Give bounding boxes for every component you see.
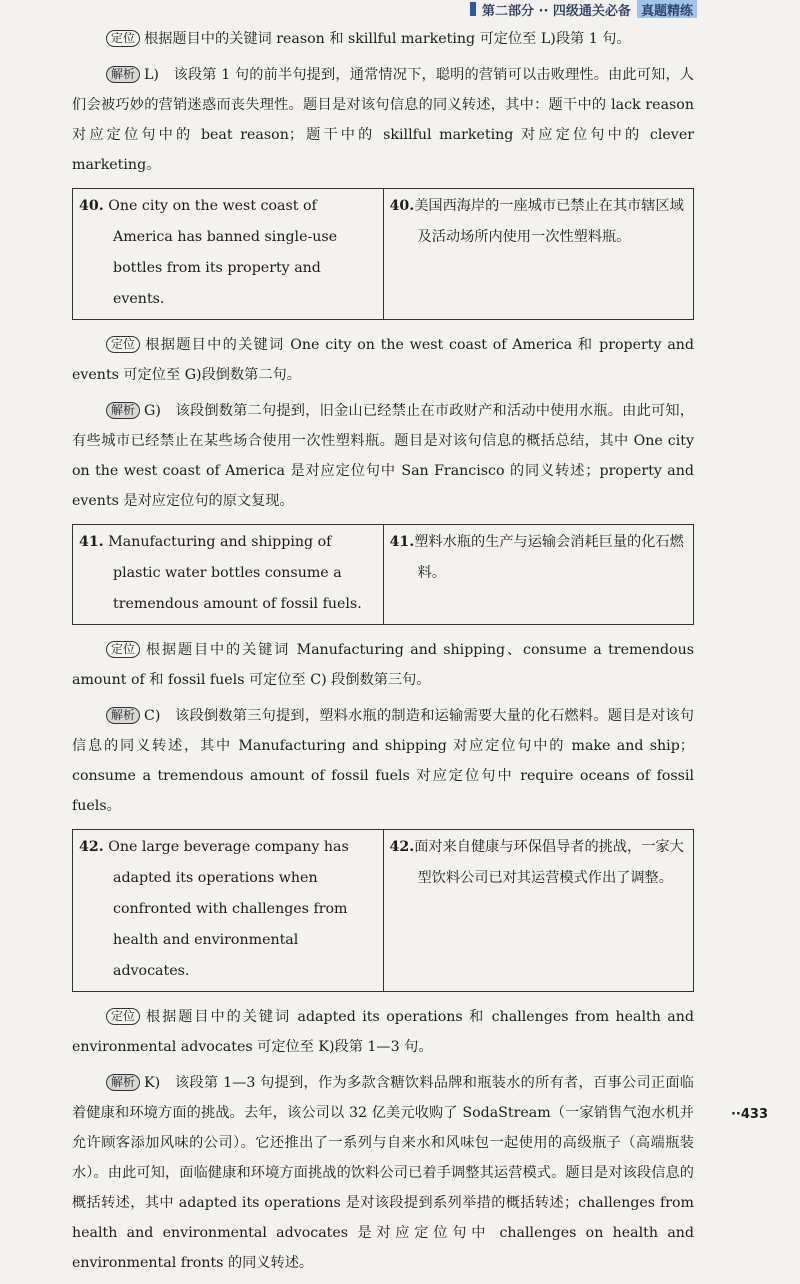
analysis-tag: 解析 (106, 1074, 140, 1091)
header-part-text: 第二部分 ·· 四级通关必备 (482, 3, 631, 18)
header-highlight: 真题精练 (637, 0, 697, 18)
question-en-cell (73, 189, 384, 320)
analysis-text: K) 该段第 1—3 句提到，作为多款含糖饮料品牌和瓶装水的所有者，百事公司正面临着健康和环境方面的挑战。去年，该公司以 32 亿美元收购了 SodaStream（一家销售气泡水机并允许顾客添加风味的公司）。它还推出了一系列与自来水和风味包一起使用的高级瓶子（高端瓶装水）。由此可知，面临健康和环境方面挑战的饮料公司已着手调整其运营模式。题目是对该段信息的概括转述，其中 adapted its operations 是对该段提到系列举措的概括转述；challenges from health and environmental advocates 是对应定位句中 challenges on health and environmental fronts 的同义转述。 (72, 1075, 694, 1271)
question-en-cell (73, 830, 384, 992)
locate-text: 根据题目中的关键词 adapted its operations 和 challenges from health and environmental advocates 可定位至 K)段第 1—3 句。 (72, 1009, 694, 1055)
question-table-41 (72, 524, 694, 625)
question-zh-number: 42. (389, 839, 415, 855)
question-number: 40. (79, 198, 104, 214)
running-header (470, 0, 800, 18)
locate-tag: 定位 (106, 1008, 140, 1025)
page-number: ··433 (730, 1107, 768, 1122)
analysis-tag: 解析 (106, 66, 140, 83)
question-zh-text: 塑料水瓶的生产与运输会消耗巨量的化石燃料。 (414, 534, 684, 581)
analysis-paragraph (72, 1068, 694, 1278)
question-table-42 (72, 829, 694, 992)
analysis-text: C) 该段倒数第三句提到，塑料水瓶的制造和运输需要大量的化石燃料。题目是对该句信息的同义转述，其中 Manufacturing and shipping 对应定位句中的 make and ship；consume a tremendous amount of fossil fuels 对应定位句中 require oceans of fossil fuels。 (72, 708, 694, 814)
question-zh-number: 41. (389, 534, 415, 550)
analysis-paragraph (72, 396, 694, 516)
analysis-tag: 解析 (106, 402, 140, 419)
question-number: 41. (79, 534, 104, 550)
analysis-text: G) 该段倒数第二句提到，旧金山已经禁止在市政财产和活动中使用水瓶。由此可知，有些城市已经禁止在某些场合使用一次性塑料瓶。题目是对该句信息的概括总结，其中 One city on the west coast of America 是对应定位句中 San Francisco 的同义转述；property and events 是对应定位句的原文复现。 (72, 403, 694, 509)
question-table-40 (72, 188, 694, 320)
analysis-paragraph (72, 60, 694, 180)
locate-paragraph (72, 24, 694, 54)
locate-text: 根据题目中的关键词 Manufacturing and shipping、consume a tremendous amount of 和 fossil fuels 可定位至 C) 段倒数第三句。 (72, 642, 694, 688)
question-zh-cell (383, 189, 694, 320)
locate-paragraph (72, 635, 694, 695)
page-content (72, 24, 694, 1284)
header-marker-icon (470, 2, 476, 16)
analysis-text: L) 该段第 1 句的前半句提到，通常情况下，聪明的营销可以击败理性。由此可知，人们会被巧妙的营销迷惑而丧失理性。题目是对该句信息的同义转述，其中：题干中的 lack reason 对应定位句中的 beat reason；题干中的 skillful marketing 对应定位句中的 clever marketing。 (72, 67, 694, 173)
locate-text: 根据题目中的关键词 One city on the west coast of America 和 property and events 可定位至 G)段倒数第二句。 (72, 337, 694, 383)
question-zh-cell (383, 830, 694, 992)
locate-paragraph (72, 330, 694, 390)
locate-tag: 定位 (106, 30, 140, 47)
question-en-text: Manufacturing and shipping of plastic water bottles consume a tremendous amount of fossil fuels. (108, 534, 362, 612)
question-number: 42. (79, 839, 104, 855)
locate-tag: 定位 (106, 641, 140, 658)
question-zh-number: 40. (389, 198, 415, 214)
locate-text: 根据题目中的关键词 reason 和 skillful marketing 可定位至 L)段第 1 句。 (144, 31, 631, 47)
question-zh-text: 面对来自健康与环保倡导者的挑战，一家大型饮料公司已对其运营模式作出了调整。 (414, 839, 684, 886)
analysis-tag: 解析 (106, 707, 140, 724)
question-zh-text: 美国西海岸的一座城市已禁止在其市辖区域及活动场所内使用一次性塑料瓶。 (414, 198, 684, 245)
locate-tag: 定位 (106, 336, 140, 353)
analysis-paragraph (72, 701, 694, 821)
locate-paragraph (72, 1002, 694, 1062)
question-en-text: One city on the west coast of America has banned single-use bottles from its property and events. (108, 198, 338, 307)
question-zh-cell (383, 525, 694, 625)
question-en-text: One large beverage company has adapted its operations when confronted with challenges from health and environmental advocates. (108, 839, 349, 979)
question-en-cell (73, 525, 384, 625)
